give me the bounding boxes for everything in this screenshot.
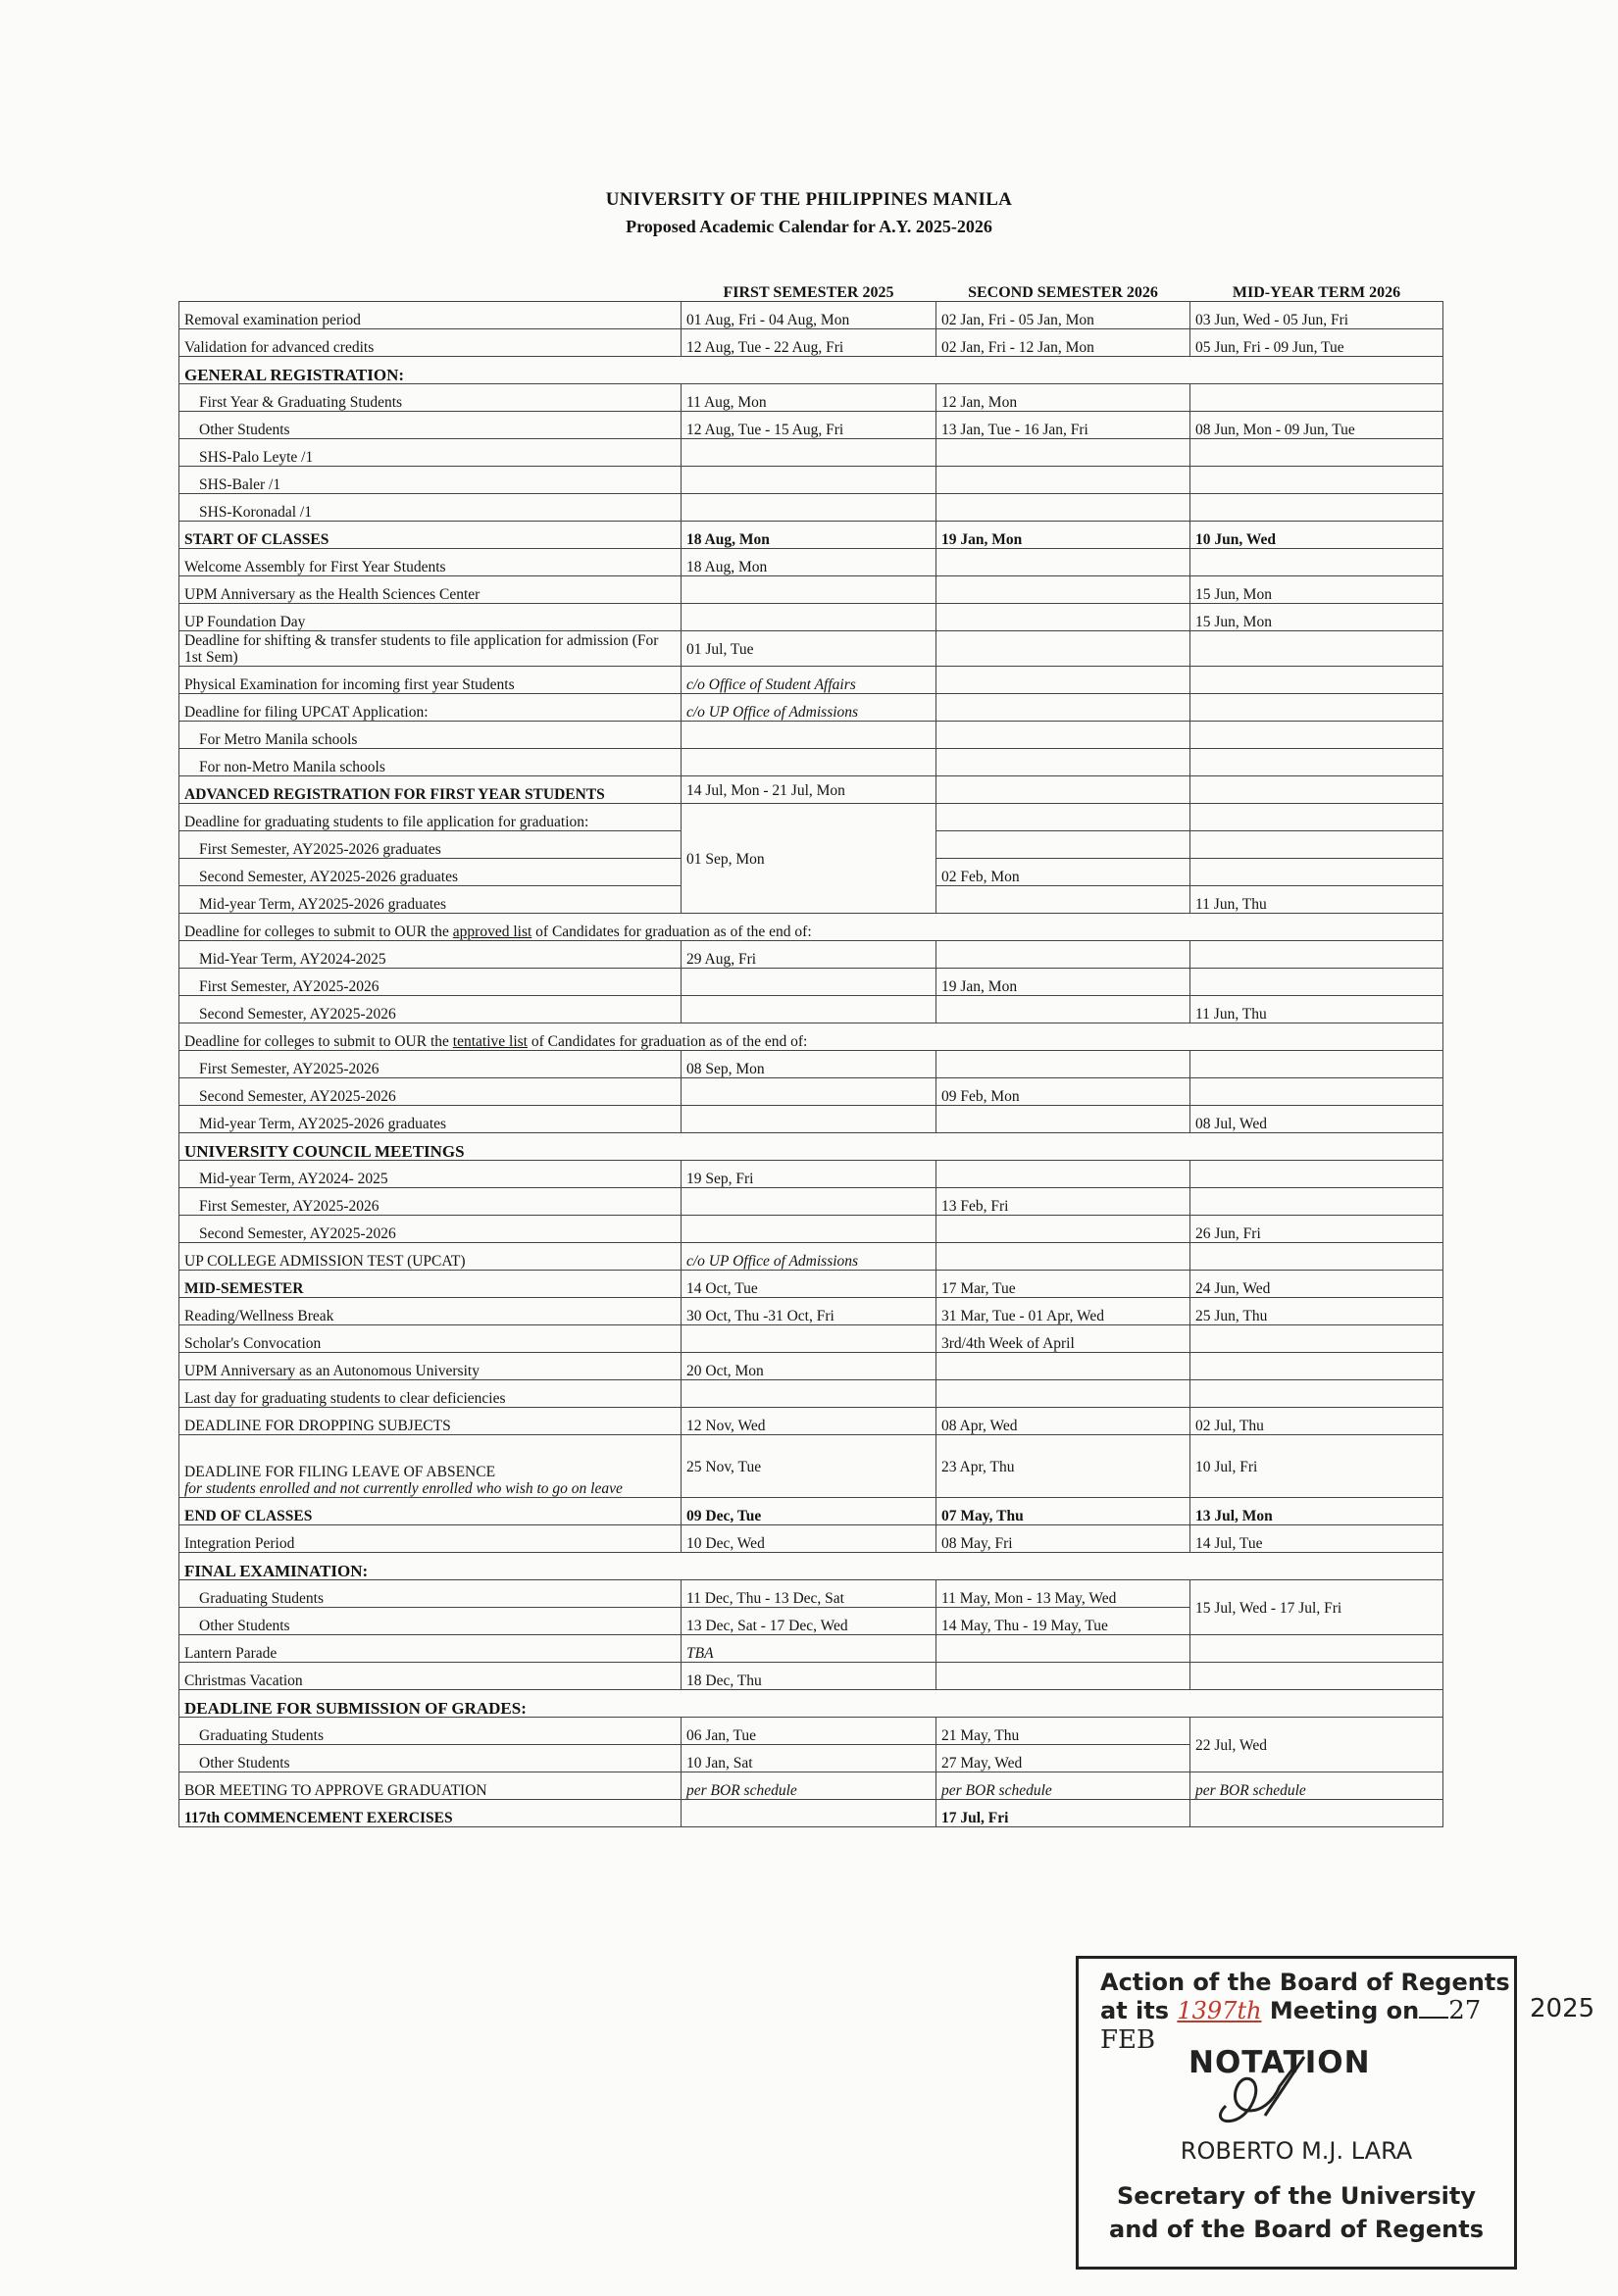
cell-mid-year: [1190, 776, 1443, 804]
heading-text-post: of Candidates for graduation as of the end of:: [531, 923, 812, 940]
table-row: [179, 667, 1443, 694]
cell-first-sem: per BOR schedule: [682, 1772, 936, 1800]
document-title: UNIVERSITY OF THE PHILIPPINES MANILA: [605, 189, 1013, 210]
table-row: [179, 941, 1443, 969]
cell-first-sem: 14 Oct, Tue: [682, 1271, 936, 1298]
cell-second-sem: 02 Feb, Mon: [936, 859, 1190, 886]
cell-mid-year: 15 Jun, Mon: [1190, 576, 1443, 604]
row-label: Christmas Vacation: [179, 1663, 682, 1690]
cell-mid-year: [1190, 384, 1443, 412]
document-subtitle: Proposed Academic Calendar for A.Y. 2025-2026: [626, 217, 992, 236]
row-label: [179, 1435, 682, 1498]
cell-first-sem: 25 Nov, Tue: [682, 1435, 936, 1498]
cell-second-sem: [936, 722, 1190, 749]
cell-first-sem: 30 Oct, Thu -31 Oct, Fri: [682, 1298, 936, 1325]
cell-mid-year: [1190, 631, 1443, 667]
table-row: [179, 329, 1443, 357]
cell-second-sem: 08 Apr, Wed: [936, 1408, 1190, 1435]
cell-mid-year: 10 Jun, Wed: [1190, 522, 1443, 549]
cell-mid-year: [1190, 859, 1443, 886]
cell-second-sem: [936, 667, 1190, 694]
cell-first-sem: 12 Aug, Tue - 22 Aug, Fri: [682, 329, 936, 357]
cell-second-sem: [936, 1051, 1190, 1078]
cell-mid-year: [1190, 1188, 1443, 1216]
row-label: DEADLINE FOR DROPPING SUBJECTS: [179, 1408, 682, 1435]
cell-second-sem: 13 Feb, Fri: [936, 1188, 1190, 1216]
cell-second-sem: 08 May, Fri: [936, 1525, 1190, 1553]
cell-first-sem: 14 Jul, Mon - 21 Jul, Mon: [682, 776, 936, 804]
table-row: [179, 1161, 1443, 1188]
cell-first-sem: [682, 1078, 936, 1106]
table-row: [179, 1298, 1443, 1325]
row-label: Deadline for shifting & transfer students to file application for admission (For 1st Sem): [179, 631, 682, 667]
cell-second-sem: per BOR schedule: [936, 1772, 1190, 1800]
cell-second-sem: 09 Feb, Mon: [936, 1078, 1190, 1106]
table-row: [179, 494, 1443, 522]
table-row: [179, 1800, 1443, 1827]
cell-first-sem: 29 Aug, Fri: [682, 941, 936, 969]
row-label: First Semester, AY2025-2026 graduates: [179, 831, 682, 859]
row-label: Graduating Students: [179, 1580, 682, 1608]
cell-second-sem: [936, 467, 1190, 494]
cell-mid-year: 05 Jun, Fri - 09 Jun, Tue: [1190, 329, 1443, 357]
row-label: Mid-Year Term, AY2024-2025: [179, 941, 682, 969]
stamp-year: 2025: [1530, 1994, 1595, 2023]
heading-text-pre: Deadline for colleges to submit to OUR the: [184, 1033, 453, 1050]
cell-first-sem: [682, 996, 936, 1023]
stamp-title-1: Secretary of the University: [1116, 2182, 1477, 2210]
cell-mid-year: 03 Jun, Wed - 05 Jun, Fri: [1190, 302, 1443, 329]
cell-second-sem: [936, 1353, 1190, 1380]
cell-second-sem: 02 Jan, Fri - 12 Jan, Mon: [936, 329, 1190, 357]
cell-first-sem: [682, 439, 936, 467]
cell-mid-year: 10 Jul, Fri: [1190, 1435, 1443, 1498]
cell-first-sem: 10 Dec, Wed: [682, 1525, 936, 1553]
cell-first-sem: 01 Jul, Tue: [682, 631, 936, 667]
cell-mid-year: 25 Jun, Thu: [1190, 1298, 1443, 1325]
row-label: Second Semester, AY2025-2026: [179, 996, 682, 1023]
cell-second-sem: 14 May, Thu - 19 May, Tue: [936, 1608, 1190, 1635]
cell-first-sem: 20 Oct, Mon: [682, 1353, 936, 1380]
cell-first-sem: 12 Aug, Tue - 15 Aug, Fri: [682, 412, 936, 439]
cell-mid-year: 11 Jun, Thu: [1190, 996, 1443, 1023]
row-label: Integration Period: [179, 1525, 682, 1553]
row-label: Deadline for graduating students to file application for graduation:: [179, 804, 682, 831]
row-label: ADVANCED REGISTRATION FOR FIRST YEAR STUDENTS: [179, 776, 682, 804]
cell-second-sem: 27 May, Wed: [936, 1745, 1190, 1772]
row-label: UP Foundation Day: [179, 604, 682, 631]
cell-first-sem: [682, 494, 936, 522]
cell-second-sem: [936, 439, 1190, 467]
row-label: Deadline for filing UPCAT Application:: [179, 694, 682, 722]
cell-first-sem: 18 Dec, Thu: [682, 1663, 936, 1690]
cell-first-sem: 18 Aug, Mon: [682, 522, 936, 549]
section-row: [179, 1023, 1443, 1051]
cell-mid-year: 24 Jun, Wed: [1190, 1271, 1443, 1298]
cell-second-sem: [936, 776, 1190, 804]
column-header-mid-year: MID-YEAR TERM 2026: [1232, 284, 1401, 301]
cell-second-sem: [936, 804, 1190, 831]
cell-mid-year: 02 Jul, Thu: [1190, 1408, 1443, 1435]
cell-mid-year: [1190, 1078, 1443, 1106]
table-row: [179, 1078, 1443, 1106]
table-row: [179, 1325, 1443, 1353]
table-row: [179, 1051, 1443, 1078]
table-row: [179, 302, 1443, 329]
heading-text-post: of Candidates for graduation as of the end of:: [527, 1033, 808, 1050]
row-label: Welcome Assembly for First Year Students: [179, 549, 682, 576]
cell-first-sem: [682, 1216, 936, 1243]
stamp-date: 27 FEB: [1100, 1996, 1482, 2055]
table-row: [179, 776, 1443, 804]
cell-mid-year: [1190, 1325, 1443, 1353]
table-row: [179, 1435, 1443, 1498]
column-header-first-semester: FIRST SEMESTER 2025: [723, 284, 894, 301]
cell-second-sem: 31 Mar, Tue - 01 Apr, Wed: [936, 1298, 1190, 1325]
cell-mid-year: [1190, 749, 1443, 776]
table-row: [179, 1525, 1443, 1553]
table-row: [179, 1498, 1443, 1525]
cell-second-sem: 11 May, Mon - 13 May, Wed: [936, 1580, 1190, 1608]
cell-first-sem: 11 Dec, Thu - 13 Dec, Sat: [682, 1580, 936, 1608]
row-label: Other Students: [179, 1745, 682, 1772]
row-label: First Semester, AY2025-2026: [179, 1051, 682, 1078]
section-row: [179, 1133, 1443, 1161]
cell-second-sem: [936, 996, 1190, 1023]
cell-second-sem: 13 Jan, Tue - 16 Jan, Fri: [936, 412, 1190, 439]
cell-mid-year: [1190, 549, 1443, 576]
cell-first-sem: [682, 1800, 936, 1827]
table-row: [179, 631, 1443, 667]
cell-second-sem: [936, 941, 1190, 969]
cell-second-sem: 19 Jan, Mon: [936, 969, 1190, 996]
cell-mid-year: [1190, 694, 1443, 722]
stamp-meeting-number: 1397th: [1177, 1997, 1262, 2024]
table-row: [179, 1772, 1443, 1800]
row-label-main: DEADLINE FOR FILING LEAVE OF ABSENCE: [184, 1464, 496, 1480]
stamp-meeting-on: Meeting on: [1269, 1997, 1420, 2024]
board-of-regents-stamp: [1076, 1956, 1517, 2270]
table-row: [179, 1663, 1443, 1690]
cell-mid-year: 08 Jun, Mon - 09 Jun, Tue: [1190, 412, 1443, 439]
cell-first-sem: 08 Sep, Mon: [682, 1051, 936, 1078]
row-label: BOR MEETING TO APPROVE GRADUATION: [179, 1772, 682, 1800]
row-label-note: for students enrolled and not currently enrolled who wish to go on leave: [184, 1480, 623, 1497]
row-label: Second Semester, AY2025-2026 graduates: [179, 859, 682, 886]
cell-first-sem: [682, 576, 936, 604]
cell-second-sem: [936, 749, 1190, 776]
row-label: SHS-Palo Leyte /1: [179, 439, 682, 467]
section-row: [179, 914, 1443, 941]
cell-mid-year: [1190, 831, 1443, 859]
cell-mid-year: 08 Jul, Wed: [1190, 1106, 1443, 1133]
section-heading: [179, 1023, 1443, 1051]
cell-first-sem: [682, 1188, 936, 1216]
cell-first-sem: [682, 749, 936, 776]
row-label: UPM Anniversary as the Health Sciences Center: [179, 576, 682, 604]
cell-first-sem: c/o UP Office of Admissions: [682, 1243, 936, 1271]
cell-second-sem: [936, 1380, 1190, 1408]
cell-second-sem: [936, 886, 1190, 914]
cell-mid-year: [1190, 941, 1443, 969]
row-label: UP COLLEGE ADMISSION TEST (UPCAT): [179, 1243, 682, 1271]
row-label: For Metro Manila schools: [179, 722, 682, 749]
table-row: [179, 1106, 1443, 1133]
cell-second-sem: [936, 1106, 1190, 1133]
stamp-line-1: Action of the Board of Regents: [1100, 1969, 1510, 1996]
cell-mid-year: [1190, 1635, 1443, 1663]
cell-first-sem: 01 Sep, Mon: [682, 804, 936, 914]
cell-first-sem: c/o UP Office of Admissions: [682, 694, 936, 722]
table-row: [179, 996, 1443, 1023]
table-row: [179, 969, 1443, 996]
cell-first-sem: 10 Jan, Sat: [682, 1745, 936, 1772]
table-row: [179, 722, 1443, 749]
column-header-row: [179, 276, 1443, 302]
table-row: [179, 1216, 1443, 1243]
cell-mid-year: [1190, 969, 1443, 996]
row-label: Other Students: [179, 412, 682, 439]
row-label: Mid-year Term, AY2024- 2025: [179, 1161, 682, 1188]
row-label: Scholar's Convocation: [179, 1325, 682, 1353]
cell-first-sem: 18 Aug, Mon: [682, 549, 936, 576]
table-row: [179, 1353, 1443, 1380]
cell-first-sem: [682, 969, 936, 996]
cell-first-sem: c/o Office of Student Affairs: [682, 667, 936, 694]
cell-first-sem: 09 Dec, Tue: [682, 1498, 936, 1525]
column-header-second-semester: SECOND SEMESTER 2026: [968, 284, 1158, 301]
cell-first-sem: [682, 467, 936, 494]
calendar-table: [178, 276, 1443, 1827]
cell-first-sem: TBA: [682, 1635, 936, 1663]
cell-first-sem: [682, 722, 936, 749]
signature-mark: [1187, 2047, 1334, 2135]
cell-mid-year: 22 Jul, Wed: [1190, 1718, 1443, 1772]
cell-second-sem: 23 Apr, Thu: [936, 1435, 1190, 1498]
cell-mid-year: [1190, 1380, 1443, 1408]
row-label: Second Semester, AY2025-2026: [179, 1078, 682, 1106]
cell-first-sem: 13 Dec, Sat - 17 Dec, Wed: [682, 1608, 936, 1635]
cell-first-sem: 19 Sep, Fri: [682, 1161, 936, 1188]
table-row: [179, 1718, 1443, 1745]
cell-mid-year: per BOR schedule: [1190, 1772, 1443, 1800]
cell-first-sem: 01 Aug, Fri - 04 Aug, Mon: [682, 302, 936, 329]
cell-mid-year: 14 Jul, Tue: [1190, 1525, 1443, 1553]
table-row: [179, 1243, 1443, 1271]
table-row: [179, 384, 1443, 412]
row-label: Mid-year Term, AY2025-2026 graduates: [179, 886, 682, 914]
row-label: First Semester, AY2025-2026: [179, 1188, 682, 1216]
cell-second-sem: [936, 549, 1190, 576]
section-heading: DEADLINE FOR SUBMISSION OF GRADES:: [179, 1690, 1443, 1718]
row-label: Last day for graduating students to clear deficiencies: [179, 1380, 682, 1408]
cell-second-sem: 02 Jan, Fri - 05 Jan, Mon: [936, 302, 1190, 329]
table-row: [179, 1408, 1443, 1435]
cell-second-sem: [936, 631, 1190, 667]
cell-second-sem: 17 Jul, Fri: [936, 1800, 1190, 1827]
cell-mid-year: [1190, 439, 1443, 467]
cell-first-sem: 12 Nov, Wed: [682, 1408, 936, 1435]
table-row: [179, 604, 1443, 631]
row-label: Other Students: [179, 1608, 682, 1635]
table-row: [179, 1271, 1443, 1298]
cell-mid-year: 26 Jun, Fri: [1190, 1216, 1443, 1243]
cell-mid-year: [1190, 494, 1443, 522]
cell-mid-year: [1190, 1663, 1443, 1690]
section-heading: UNIVERSITY COUNCIL MEETINGS: [179, 1133, 1443, 1161]
row-label: Physical Examination for incoming first year Students: [179, 667, 682, 694]
cell-second-sem: [936, 1216, 1190, 1243]
table-row: [179, 804, 1443, 831]
cell-mid-year: [1190, 722, 1443, 749]
section-row: [179, 1690, 1443, 1718]
row-label: Validation for advanced credits: [179, 329, 682, 357]
table-row: [179, 549, 1443, 576]
cell-second-sem: [936, 1243, 1190, 1271]
table-row: [179, 749, 1443, 776]
section-heading: GENERAL REGISTRATION:: [179, 357, 1443, 384]
cell-mid-year: [1190, 467, 1443, 494]
row-label: First Semester, AY2025-2026: [179, 969, 682, 996]
table-row: [179, 522, 1443, 549]
table-row: [179, 412, 1443, 439]
cell-first-sem: 06 Jan, Tue: [682, 1718, 936, 1745]
row-label: START OF CLASSES: [179, 522, 682, 549]
cell-mid-year: [1190, 1051, 1443, 1078]
cell-second-sem: 12 Jan, Mon: [936, 384, 1190, 412]
table-row: [179, 1188, 1443, 1216]
cell-first-sem: 11 Aug, Mon: [682, 384, 936, 412]
table-row: [179, 467, 1443, 494]
row-label: SHS-Koronadal /1: [179, 494, 682, 522]
heading-text-pre: Deadline for colleges to submit to OUR the: [184, 923, 453, 940]
cell-second-sem: [936, 1635, 1190, 1663]
row-label: Mid-year Term, AY2025-2026 graduates: [179, 1106, 682, 1133]
section-row: [179, 1553, 1443, 1580]
row-label: SHS-Baler /1: [179, 467, 682, 494]
cell-second-sem: 07 May, Thu: [936, 1498, 1190, 1525]
header-blank: [179, 276, 682, 302]
cell-second-sem: [936, 831, 1190, 859]
cell-first-sem: [682, 604, 936, 631]
row-label: UPM Anniversary as an Autonomous University: [179, 1353, 682, 1380]
cell-second-sem: 19 Jan, Mon: [936, 522, 1190, 549]
cell-mid-year: [1190, 1243, 1443, 1271]
stamp-at-its: at its: [1100, 1997, 1170, 2024]
table-row: [179, 1635, 1443, 1663]
heading-text-underlined: approved list: [452, 923, 532, 940]
section-heading: FINAL EXAMINATION:: [179, 1553, 1443, 1580]
table-row: [179, 1580, 1443, 1608]
cell-mid-year: [1190, 667, 1443, 694]
cell-first-sem: [682, 1325, 936, 1353]
stamp-signatory: ROBERTO M.J. LARA: [1180, 2137, 1413, 2165]
row-label: 117th COMMENCEMENT EXERCISES: [179, 1800, 682, 1827]
table-row: [179, 1380, 1443, 1408]
row-label: Second Semester, AY2025-2026: [179, 1216, 682, 1243]
cell-mid-year: [1190, 1800, 1443, 1827]
cell-first-sem: [682, 1380, 936, 1408]
cell-second-sem: [936, 1161, 1190, 1188]
row-label: Removal examination period: [179, 302, 682, 329]
cell-second-sem: 3rd/4th Week of April: [936, 1325, 1190, 1353]
row-label: Lantern Parade: [179, 1635, 682, 1663]
cell-mid-year: 11 Jun, Thu: [1190, 886, 1443, 914]
cell-first-sem: [682, 1106, 936, 1133]
row-label: Reading/Wellness Break: [179, 1298, 682, 1325]
stamp-action: NOTATION: [1188, 2045, 1371, 2080]
cell-mid-year: 15 Jun, Mon: [1190, 604, 1443, 631]
cell-mid-year: 13 Jul, Mon: [1190, 1498, 1443, 1525]
cell-second-sem: 21 May, Thu: [936, 1718, 1190, 1745]
table-row: [179, 439, 1443, 467]
row-label: Graduating Students: [179, 1718, 682, 1745]
cell-mid-year: 15 Jul, Wed - 17 Jul, Fri: [1190, 1580, 1443, 1635]
row-label: MID-SEMESTER: [179, 1271, 682, 1298]
cell-second-sem: [936, 494, 1190, 522]
cell-mid-year: [1190, 1161, 1443, 1188]
cell-second-sem: [936, 604, 1190, 631]
row-label: END OF CLASSES: [179, 1498, 682, 1525]
stamp-title-2: and of the Board of Regents: [1109, 2216, 1484, 2243]
section-heading: [179, 914, 1443, 941]
cell-mid-year: [1190, 804, 1443, 831]
cell-second-sem: 17 Mar, Tue: [936, 1271, 1190, 1298]
section-row: [179, 357, 1443, 384]
cell-second-sem: [936, 1663, 1190, 1690]
heading-text-underlined: tentative list: [452, 1033, 528, 1050]
cell-second-sem: [936, 694, 1190, 722]
table-row: [179, 576, 1443, 604]
row-label: First Year & Graduating Students: [179, 384, 682, 412]
cell-mid-year: [1190, 1353, 1443, 1380]
cell-second-sem: [936, 576, 1190, 604]
table-row: [179, 694, 1443, 722]
row-label: For non-Metro Manila schools: [179, 749, 682, 776]
